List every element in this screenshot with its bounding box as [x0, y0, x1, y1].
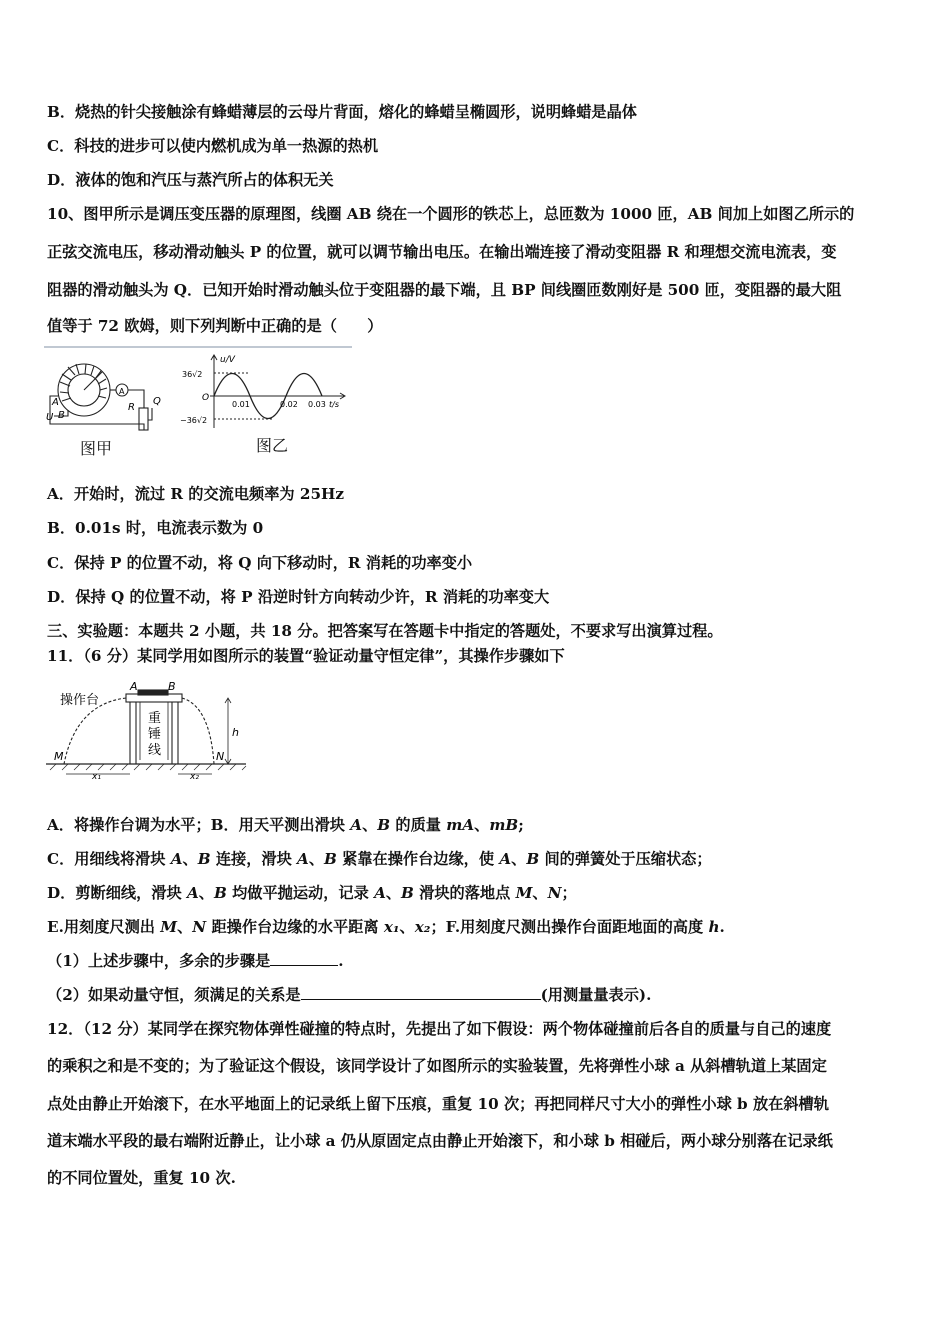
q11-step-ab: A．将操作台调为水平；B．用天平测出滑块 A、B 的质量 mA、mB; — [47, 816, 524, 834]
label-a: A — [52, 397, 59, 408]
label-x1: x₁ — [92, 772, 101, 780]
label-h: h — [232, 726, 239, 739]
label-slider-b: B — [168, 680, 176, 693]
answer-blank-2[interactable] — [301, 985, 541, 1000]
origin-label: O — [202, 393, 210, 403]
q9-option-d: D．液体的饱和汽压与蒸汽所占的体积无关 — [47, 171, 334, 189]
label-platform: 操作台 — [60, 693, 100, 708]
label-r: R — [128, 402, 135, 413]
q11-step-c: C．用细线将滑块 A、B 连接，滑块 A、B 紧靠在操作台边缘，使 A、B 间的弹簧处于压缩状态； — [47, 850, 712, 868]
y-min-label: −36√2 — [180, 416, 208, 425]
q12-line1: 12．（12 分）某同学在探究物体弹性碰撞的特点时，先提出了如下假设：两个物体碰撞前后各自的质量与自己的速度 — [47, 1020, 832, 1038]
q10-stem-line3: 阻器的滑动触头为 Q．已知开始时滑动触头位于变阻器的最下端，且 BP 间线圈匝数刚好是 500 匝，变阻器的最大阻 — [47, 281, 842, 299]
q10-stem-line1: 10、图甲所示是调压变压器的原理图，线圈 AB 绕在一个圆形的铁芯上，总匝数为 1000 匝，AB 间加上如图乙所示的 — [47, 205, 855, 223]
tick-0.02: 0.02 — [280, 400, 298, 409]
figure-transformer-circuit — [44, 352, 164, 434]
q11-sub1: （1）上述步骤中，多余的步骤是 . — [47, 952, 344, 970]
q10-option-d: D．保持 Q 的位置不动，将 P 沿逆时针方向转动少许，R 消耗的功率变大 — [47, 588, 550, 606]
ammeter-label: A — [119, 387, 125, 396]
y-max-label: 36√2 — [182, 370, 203, 379]
answer-blank-1[interactable] — [270, 951, 338, 966]
q9-option-b: B．烧热的针尖接触涂有蜂蜡薄层的云母片背面，熔化的蜂蜡呈椭圆形，说明蜂蜡是晶体 — [47, 103, 637, 121]
label-b: B — [58, 410, 65, 421]
label-u: U — [46, 412, 54, 423]
q11-step-d: D．剪断细线，滑块 A、B 均做平抛运动，记录 A、B 滑块的落地点 M、N； — [47, 884, 577, 902]
label-x2: x₂ — [190, 772, 199, 780]
q11-sub2: （2）如果动量守恒，须满足的关系是 (用测量量表示). — [47, 986, 652, 1004]
figure-voltage-graph — [180, 352, 350, 432]
label-weight-3: 线 — [148, 743, 162, 758]
figure-caption-yi: 图乙 — [256, 436, 289, 455]
label-weight-2: 锤 — [148, 727, 162, 742]
tick-0.03: 0.03 — [308, 400, 326, 409]
q10-option-b: B．0.01s 时，电流表示数为 0 — [47, 519, 264, 537]
section-3-heading: 三、实验题：本题共 2 小题，共 18 分。把答案写在答题卡中指定的答题处，不要求写出演算过程。 — [47, 622, 723, 640]
tick-0.01: 0.01 — [232, 400, 250, 409]
q12-line4: 道末端水平段的最右端附近静止，让小球 a 仍从原固定点由静止开始滚下，和小球 b 相碰后，两小球分别落在记录纸 — [47, 1132, 833, 1150]
q12-line3: 点处由静止开始滚下，在水平地面上的记录纸上留下压痕，重复 10 次；再把同样尺寸大小的弹性小球 b 放在斜槽轨 — [47, 1095, 829, 1113]
label-m: M — [54, 750, 64, 763]
q10-stem-line2: 正弦交流电压，移动滑动触头 P 的位置，就可以调节输出电压。在输出端连接了滑动变阻器 R 和理想交流电流表，变 — [47, 243, 837, 261]
label-n: N — [216, 750, 225, 763]
q11-stem: 11．（6 分）某同学用如图所示的装置“验证动量守恒定律”，其操作步骤如下 — [47, 647, 565, 665]
y-axis-label: u/V — [220, 355, 235, 365]
figure-momentum-apparatus — [46, 680, 252, 780]
q12-line2: 的乘积之和是不变的；为了验证这个假设，该同学设计了如图所示的实验装置，先将弹性小球 a 从斜槽轨道上某固定 — [47, 1057, 827, 1075]
q10-stem-line4: 值等于 72 欧姆，则下列判断中正确的是（ ） — [47, 317, 383, 335]
q12-line5: 的不同位置处，重复 10 次. — [47, 1169, 236, 1187]
q10-option-c: C．保持 P 的位置不动，将 Q 向下移动时，R 消耗的功率变小 — [47, 554, 473, 572]
label-q: Q — [153, 396, 161, 407]
q10-option-a: A．开始时，流过 R 的交流电频率为 25Hz — [47, 485, 345, 503]
q11-step-ef: E.用刻度尺测出 M、N 距操作台边缘的水平距离 x₁、x₂；F.用刻度尺测出操作台面距地面的高度 h. — [47, 918, 725, 936]
x-axis-label: t/s — [329, 400, 339, 409]
figure-top-rule — [44, 346, 352, 348]
figure-caption-jia: 图甲 — [80, 439, 113, 458]
q9-option-c: C．科技的进步可以使内燃机成为单一热源的热机 — [47, 137, 379, 155]
label-slider-a: A — [130, 680, 138, 693]
label-weight-1: 重 — [148, 711, 162, 726]
